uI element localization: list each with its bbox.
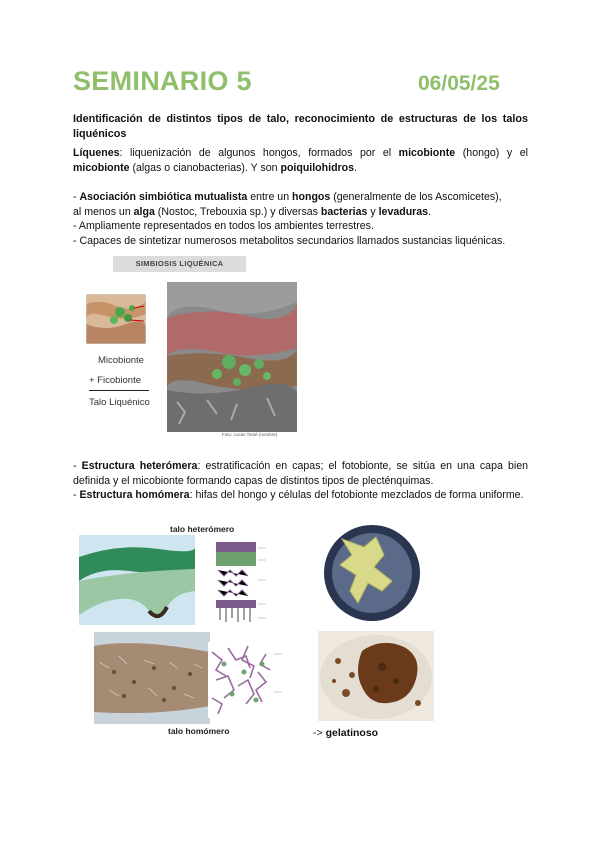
text: (generalmente de los Ascomicetes), (330, 191, 502, 203)
arrow-icon: -> (313, 727, 323, 739)
caption-talo-heteromero: talo heterómero (170, 524, 235, 534)
text: - (73, 191, 80, 203)
label-ficobionte: + Ficobionte (89, 375, 142, 386)
sum-rule (89, 390, 149, 391)
text: al menos un (73, 205, 134, 218)
term-homomera: Estructura homómera (79, 489, 190, 501)
term-hongos: hongos (292, 191, 331, 203)
caption-talo-homomero: talo homómero (168, 726, 230, 736)
page-date: 06/05/25 (418, 72, 500, 95)
term-liquenes: Líquenes (73, 147, 120, 159)
text: - (73, 460, 82, 472)
term-poiquilohidros: poiquilohidros (280, 161, 355, 174)
term-micobionte: micobionte (398, 147, 456, 159)
list-item-heteromera (73, 459, 528, 488)
gelatinous-lichen-photo-image (318, 631, 434, 721)
list-item (73, 190, 528, 205)
text: (Nostoc, Trebouxia sp.) y diversas (154, 205, 321, 218)
list-item-cont (73, 205, 528, 220)
text: entre un (247, 191, 293, 203)
lichen-section-image (86, 294, 146, 344)
figure-banner: SIMBIOSIS LIQUÉNICA (113, 256, 246, 272)
text: . (428, 205, 432, 218)
term-bacterias: bacterias (320, 205, 368, 218)
heteromerous-micrograph-image (79, 535, 195, 625)
image-credit: Foto: Lucas Tomé (nombre) (222, 432, 278, 437)
section-heading: Identificación de distintos tipos de talo, reconocimiento de estructuras de los talos liquénicos (73, 113, 528, 140)
page-title: SEMINARIO 5 (73, 66, 252, 96)
text: y (367, 205, 379, 218)
sem-micrograph-image (167, 282, 297, 432)
homomerous-diagram-image (208, 642, 298, 718)
text: : hifas del hongo y células del fotobionte mezclados de forma uniforme. (189, 489, 524, 501)
paragraph-liquenes (73, 146, 528, 175)
text: (algas o cianobacterias). Y son (129, 161, 281, 174)
label-micobionte: Micobionte (98, 355, 144, 366)
term-asociacion: Asociación simbiótica mutualista (79, 191, 248, 203)
heteromerous-diagram-image (216, 542, 274, 624)
term-micobionte-2: micobionte (73, 161, 130, 174)
text: . (354, 161, 357, 174)
label-talo-liquenico: Talo Liquénico (89, 397, 150, 408)
term-gelatinoso: gelatinoso (325, 727, 379, 739)
paragraph-asociacion (73, 190, 528, 248)
paragraph-estructuras (73, 459, 528, 503)
list-item-homomera (73, 488, 528, 503)
text: : estratificación en capas; el fotobionte, se sitúa en una capa bien definida y el micobionte formando capas de distintos tipos de plecténquimas. (73, 460, 528, 487)
term-alga: alga (133, 205, 155, 218)
term-levaduras: levaduras (378, 205, 429, 218)
list-item: - Capaces de sintetizar numerosos metabolitos secundarios llamados sustancias liquénicas. (73, 234, 506, 247)
heteromerous-photo-image (312, 525, 432, 622)
text: (hongo) y el (455, 147, 528, 159)
list-item: - Ampliamente representados en todos los ambientes terrestres. (73, 220, 374, 232)
homomerous-micrograph-image (94, 632, 210, 724)
text: - (73, 489, 80, 501)
term-heteromera: Estructura heterómera (81, 460, 198, 472)
caption-gelatinoso (313, 727, 378, 739)
text: : liquenización de algunos hongos, formados por el (119, 147, 399, 159)
